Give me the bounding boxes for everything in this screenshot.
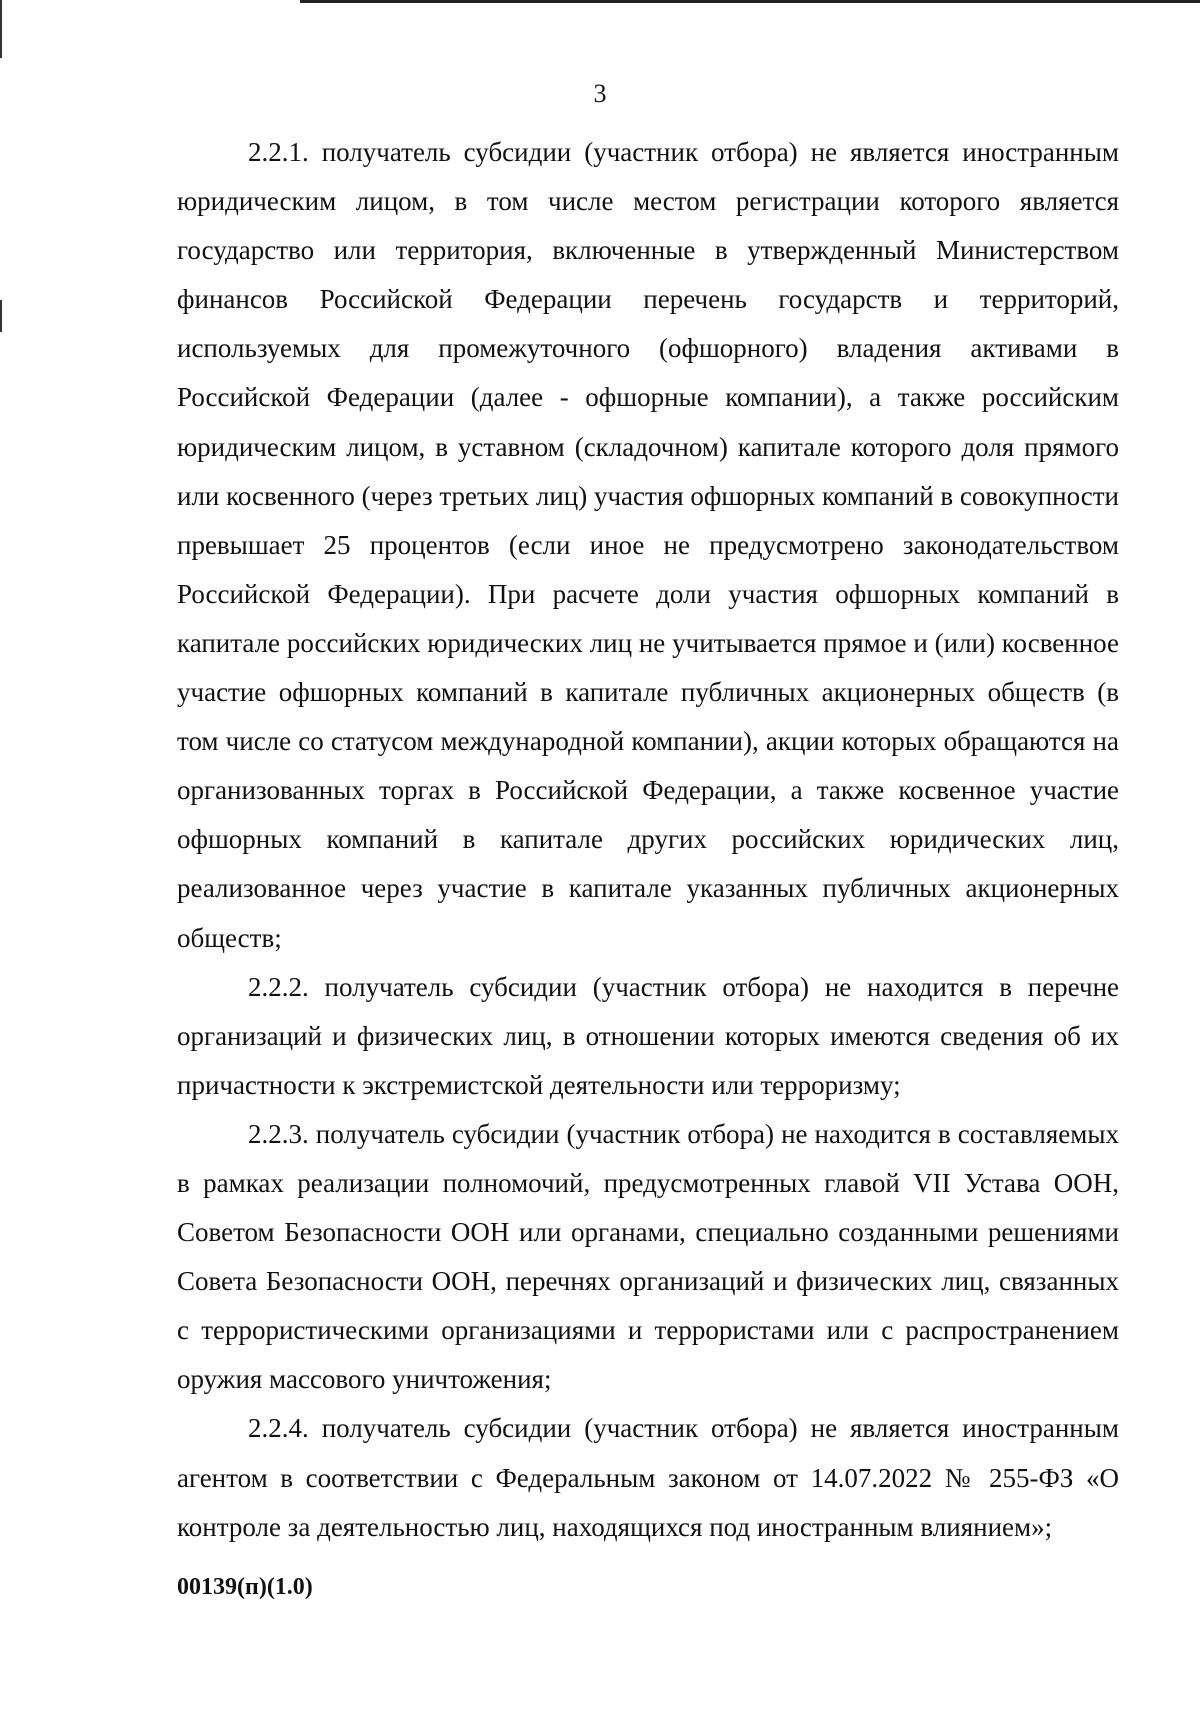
paragraph-2-2-2: 2.2.2. получатель субсидии (участник отбора) не находится в перечне организаций и физических лиц, в отношении которых имеются сведения об их причастности к экстремистской деятельности или терроризму; [177,971,1119,1100]
top-scan-edge-line [300,0,1200,3]
paragraph-2-2-1: 2.2.1. получатель субсидии (участник отбора) не является иностранным юридическим лицом, в том числе местом регистрации которого является государство или территория, включенные в утвержденный Министерством финансов Российской Федерации перечень государств и территорий, используемых для промежуточного (офшорного) владения активами в Российской Федерации (далее - офшорные компании), а также российским юридическим лицом, в уставном (складочном) капитале которого доля прямого или косвенного (через третьих лиц) участия офшорных компаний в совокупности превышает 25 процентов (если иное не предусмотрено законодательством Российской Федерации). При расчете доли участия офшорных компаний в капитале российских юридических лиц не учитывается прямое и (или) косвенное участие офшорных компаний в капитале публичных акционерных обществ (в том числе со статусом международной компании), акции которых обращаются на организованных торгах в Российской Федерации, а также косвенное участие офшорных компаний в капитале других российских юридических лиц, реализованное через участие в капитале указанных публичных акционерных обществ; [177,137,1119,953]
document-body [177,128,1119,1552]
left-scan-edge-mark [0,300,2,332]
paragraph-2-2-4: 2.2.4. получатель субсидии (участник отбора) не является иностранным агентом в соответствии с Федеральным законом от 14.07.2022 № 255-ФЗ «О контроле за деятельностью лиц, находящихся под иностранным влиянием»; [177,1413,1119,1542]
paragraph-2-2-3: 2.2.3. получатель субсидии (участник отбора) не находится в составляемых в рамках реализации полномочий, предусмотренных главой VII Устава ООН, Советом Безопасности ООН или органами, специально созданными решениями Совета Безопасности ООН, перечнях организаций и физических лиц, связанных с террористическими организациями и террористами или с распространением оружия массового уничтожения; [177,1118,1119,1395]
document-code: 00139(п)(1.0) [177,1574,313,1600]
page-number: 3 [593,79,607,108]
left-scan-edge-mark [0,0,2,58]
